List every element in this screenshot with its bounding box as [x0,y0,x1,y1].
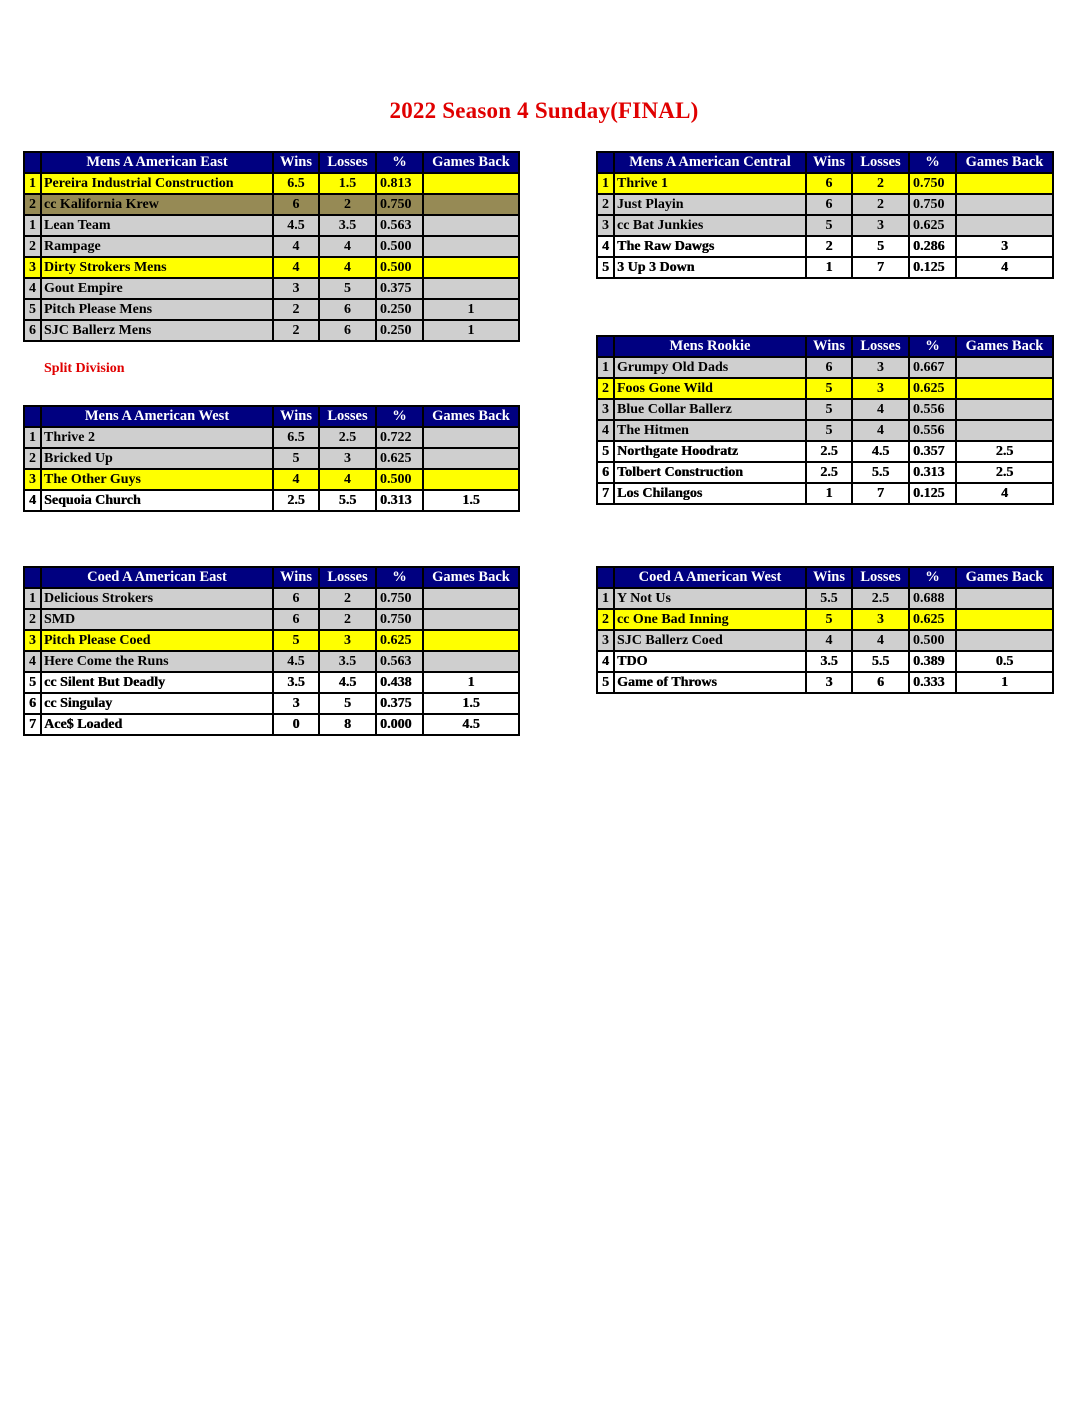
table-row [24,714,519,735]
losses-cell: 2 [319,194,376,215]
pct-cell: 0.556 [909,399,956,420]
losses-header: Losses [319,152,376,173]
table-row [24,609,519,630]
games-back-cell: 4 [956,483,1053,504]
pct-cell: 0.750 [376,588,423,609]
pct-cell: 0.313 [909,462,956,483]
team-name-cell: Just Playin [614,194,806,215]
wins-cell: 4 [806,630,852,651]
table-header-row [597,336,1053,357]
losses-cell: 5.5 [319,490,376,511]
games-back-cell [423,173,519,194]
games-back-cell [423,427,519,448]
pct-cell: 0.563 [376,215,423,236]
table-row [597,672,1053,693]
division-name: Mens A American Central [614,152,806,173]
wins-cell: 2 [806,236,852,257]
team-name-cell: Blue Collar Ballerz [614,399,806,420]
table-row [24,299,519,320]
pct-header: % [909,336,956,357]
games-back-cell [423,236,519,257]
wins-header: Wins [273,406,319,427]
wins-cell: 2.5 [273,490,319,511]
wins-cell: 4 [273,257,319,278]
wins-cell: 3 [273,693,319,714]
games-back-header: Games Back [423,406,519,427]
rank-cell: 3 [24,630,41,651]
table-header-row [24,406,519,427]
rank-cell: 7 [24,714,41,735]
rank-cell: 5 [24,672,41,693]
games-back-cell: 1.5 [423,693,519,714]
table-row [597,173,1053,194]
table-row [24,469,519,490]
team-name-cell: Lean Team [41,215,273,236]
losses-cell: 2 [319,588,376,609]
table-row [597,588,1053,609]
pct-header: % [909,152,956,173]
games-back-header: Games Back [956,567,1053,588]
games-back-cell [423,469,519,490]
team-name-cell: Rampage [41,236,273,257]
pct-cell: 0.667 [909,357,956,378]
games-back-cell: 1 [423,320,519,341]
table-row [24,448,519,469]
standings-table-mens-a-central [596,151,1054,279]
pct-header: % [909,567,956,588]
rank-cell: 2 [597,378,614,399]
table-row [24,278,519,299]
losses-cell: 4 [852,399,909,420]
rank-cell: 4 [597,651,614,672]
losses-cell: 3 [852,357,909,378]
losses-cell: 5.5 [852,462,909,483]
games-back-cell [423,588,519,609]
wins-cell: 5 [806,399,852,420]
team-name-cell: Bricked Up [41,448,273,469]
games-back-cell: 1 [423,672,519,693]
rank-cell: 1 [597,588,614,609]
losses-cell: 4 [852,630,909,651]
table-row [24,630,519,651]
losses-cell: 7 [852,483,909,504]
losses-cell: 4.5 [319,672,376,693]
team-name-cell: SJC Ballerz Mens [41,320,273,341]
games-back-cell [956,378,1053,399]
wins-cell: 6 [273,588,319,609]
table-row [597,399,1053,420]
games-back-cell [956,173,1053,194]
wins-cell: 6 [273,194,319,215]
rank-cell: 5 [597,257,614,278]
pct-cell: 0.722 [376,427,423,448]
team-name-cell: cc One Bad Inning [614,609,806,630]
losses-cell: 1.5 [319,173,376,194]
losses-cell: 3 [319,448,376,469]
losses-cell: 3 [852,215,909,236]
rank-cell: 5 [597,441,614,462]
games-back-cell [956,357,1053,378]
pct-cell: 0.375 [376,693,423,714]
wins-cell: 5.5 [806,588,852,609]
rank-cell: 3 [24,257,41,278]
rank-cell: 3 [597,215,614,236]
rank-cell: 1 [24,427,41,448]
team-name-cell: Y Not Us [614,588,806,609]
rank-cell: 6 [597,462,614,483]
games-back-cell: 2.5 [956,441,1053,462]
pct-cell: 0.625 [376,630,423,651]
games-back-cell [423,257,519,278]
team-name-cell: 3 Up 3 Down [614,257,806,278]
table-row [24,672,519,693]
standings-table-mens-a-west [23,405,520,512]
table-row [24,194,519,215]
games-back-cell [423,278,519,299]
wins-cell: 5 [273,630,319,651]
pct-cell: 0.563 [376,651,423,672]
division-name: Mens Rookie [614,336,806,357]
standings-table-coed-a-west [596,566,1054,694]
losses-header: Losses [319,567,376,588]
team-name-cell: Grumpy Old Dads [614,357,806,378]
rank-cell: 3 [597,630,614,651]
wins-cell: 3.5 [273,672,319,693]
rank-cell: 6 [24,320,41,341]
losses-cell: 3.5 [319,215,376,236]
games-back-header: Games Back [956,336,1053,357]
losses-cell: 3.5 [319,651,376,672]
games-back-cell: 1.5 [423,490,519,511]
rank-cell: 3 [24,469,41,490]
rank-cell: 5 [24,299,41,320]
standings-table-mens-rookie [596,335,1054,505]
table-row [24,588,519,609]
losses-cell: 4 [852,420,909,441]
table-row [597,441,1053,462]
rank-cell: 5 [597,672,614,693]
team-name-cell: TDO [614,651,806,672]
games-back-cell: 0.5 [956,651,1053,672]
rank-cell: 2 [24,236,41,257]
wins-cell: 4.5 [273,651,319,672]
pct-cell: 0.500 [376,236,423,257]
wins-cell: 0 [273,714,319,735]
losses-header: Losses [319,406,376,427]
team-name-cell: Dirty Strokers Mens [41,257,273,278]
team-name-cell: SMD [41,609,273,630]
games-back-cell [423,194,519,215]
pct-cell: 0.625 [909,378,956,399]
team-name-cell: cc Silent But Deadly [41,672,273,693]
losses-cell: 3 [852,378,909,399]
rank-cell: 4 [24,490,41,511]
games-back-cell: 4.5 [423,714,519,735]
wins-cell: 5 [806,378,852,399]
pct-cell: 0.250 [376,320,423,341]
wins-cell: 3 [806,672,852,693]
wins-header: Wins [806,152,852,173]
division-name: Coed A American East [41,567,273,588]
losses-cell: 2.5 [852,588,909,609]
pct-header: % [376,152,423,173]
team-name-cell: Ace$ Loaded [41,714,273,735]
games-back-cell [423,448,519,469]
table-row [597,215,1053,236]
table-header-row [597,152,1053,173]
losses-cell: 7 [852,257,909,278]
rank-cell: 1 [597,173,614,194]
pct-cell: 0.250 [376,299,423,320]
wins-header: Wins [273,152,319,173]
pct-cell: 0.625 [909,215,956,236]
table-row [24,427,519,448]
losses-cell: 6 [319,299,376,320]
wins-cell: 5 [273,448,319,469]
pct-cell: 0.357 [909,441,956,462]
games-back-cell [423,651,519,672]
wins-cell: 6.5 [273,427,319,448]
rank-cell: 2 [24,448,41,469]
pct-cell: 0.750 [909,173,956,194]
pct-cell: 0.688 [909,588,956,609]
rank-cell: 4 [24,651,41,672]
games-back-cell: 4 [956,257,1053,278]
rank-cell: 1 [24,588,41,609]
table-header-row [597,567,1053,588]
team-name-cell: Los Chilangos [614,483,806,504]
wins-header: Wins [806,336,852,357]
losses-cell: 4.5 [852,441,909,462]
standings-table-coed-a-east [23,566,520,736]
pct-header: % [376,567,423,588]
losses-cell: 8 [319,714,376,735]
losses-cell: 6 [852,672,909,693]
rank-cell: 1 [24,215,41,236]
team-name-cell: Thrive 1 [614,173,806,194]
wins-cell: 5 [806,609,852,630]
page-title: 2022 Season 4 Sunday(FINAL) [389,98,699,123]
games-back-header: Games Back [423,567,519,588]
table-row [24,236,519,257]
losses-cell: 4 [319,257,376,278]
table-row [597,651,1053,672]
losses-cell: 5.5 [852,651,909,672]
table-row [597,609,1053,630]
pct-cell: 0.625 [376,448,423,469]
team-name-cell: Pitch Please Coed [41,630,273,651]
losses-cell: 5 [319,278,376,299]
pct-cell: 0.125 [909,483,956,504]
team-name-cell: Thrive 2 [41,427,273,448]
losses-cell: 3 [852,609,909,630]
rank-cell: 4 [597,420,614,441]
rank-cell: 1 [597,357,614,378]
games-back-cell [956,399,1053,420]
standings-table-mens-a-east [23,151,520,342]
losses-cell: 2 [319,609,376,630]
table-row [24,215,519,236]
pct-cell: 0.750 [909,194,956,215]
losses-header: Losses [852,567,909,588]
pct-cell: 0.125 [909,257,956,278]
wins-header: Wins [273,567,319,588]
games-back-cell [956,194,1053,215]
losses-cell: 4 [319,469,376,490]
team-name-cell: cc Singulay [41,693,273,714]
wins-cell: 4 [273,469,319,490]
wins-cell: 5 [806,215,852,236]
team-name-cell: The Hitmen [614,420,806,441]
games-back-cell [956,215,1053,236]
pct-cell: 0.389 [909,651,956,672]
wins-cell: 5 [806,420,852,441]
losses-cell: 2 [852,194,909,215]
games-back-cell: 2.5 [956,462,1053,483]
pct-cell: 0.625 [909,609,956,630]
games-back-cell [956,588,1053,609]
team-name-cell: Gout Empire [41,278,273,299]
table-row [597,194,1053,215]
games-back-cell: 3 [956,236,1053,257]
table-row [24,320,519,341]
pct-cell: 0.813 [376,173,423,194]
table-row [24,693,519,714]
wins-cell: 6 [806,194,852,215]
team-name-cell: Tolbert Construction [614,462,806,483]
games-back-cell: 1 [423,299,519,320]
pct-cell: 0.556 [909,420,956,441]
rank-cell: 6 [24,693,41,714]
wins-cell: 2 [273,299,319,320]
losses-cell: 2.5 [319,427,376,448]
wins-cell: 6 [806,173,852,194]
rank-cell: 2 [24,609,41,630]
rank-cell: 2 [24,194,41,215]
pct-cell: 0.333 [909,672,956,693]
table-row [24,490,519,511]
pct-cell: 0.375 [376,278,423,299]
wins-header: Wins [806,567,852,588]
games-back-cell [423,630,519,651]
table-header-row [24,152,519,173]
rank-cell: 1 [24,173,41,194]
table-row [597,462,1053,483]
pct-header: % [376,406,423,427]
team-name-cell: Game of Throws [614,672,806,693]
table-row [24,651,519,672]
pct-cell: 0.750 [376,194,423,215]
wins-cell: 6 [273,609,319,630]
wins-cell: 2.5 [806,441,852,462]
wins-cell: 4.5 [273,215,319,236]
losses-header: Losses [852,152,909,173]
games-back-cell [956,630,1053,651]
pct-cell: 0.750 [376,609,423,630]
wins-cell: 1 [806,257,852,278]
wins-cell: 2.5 [806,462,852,483]
team-name-cell: The Raw Dawgs [614,236,806,257]
losses-cell: 5 [319,693,376,714]
wins-cell: 6.5 [273,173,319,194]
losses-cell: 5 [852,236,909,257]
losses-header: Losses [852,336,909,357]
losses-cell: 6 [319,320,376,341]
losses-cell: 4 [319,236,376,257]
division-name: Mens A American East [41,152,273,173]
games-back-cell [956,609,1053,630]
pct-cell: 0.500 [909,630,956,651]
wins-cell: 4 [273,236,319,257]
team-name-cell: SJC Ballerz Coed [614,630,806,651]
rank-cell: 7 [597,483,614,504]
rank-cell: 2 [597,609,614,630]
games-back-cell: 1 [956,672,1053,693]
games-back-header: Games Back [423,152,519,173]
team-name-cell: Pitch Please Mens [41,299,273,320]
team-name-cell: Sequoia Church [41,490,273,511]
wins-cell: 3 [273,278,319,299]
team-name-cell: cc Kalifornia Krew [41,194,273,215]
rank-cell: 4 [24,278,41,299]
table-row [597,420,1053,441]
losses-cell: 2 [852,173,909,194]
split-division-note: Split Division [44,361,125,376]
table-row [597,257,1053,278]
table-row [597,483,1053,504]
games-back-cell [423,609,519,630]
team-name-cell: Pereira Industrial Construction [41,173,273,194]
rank-cell: 2 [597,194,614,215]
rank-cell: 3 [597,399,614,420]
games-back-cell [956,420,1053,441]
pct-cell: 0.000 [376,714,423,735]
team-name-cell: The Other Guys [41,469,273,490]
division-name: Coed A American West [614,567,806,588]
games-back-header: Games Back [956,152,1053,173]
table-row [597,630,1053,651]
wins-cell: 3.5 [806,651,852,672]
losses-cell: 3 [319,630,376,651]
pct-cell: 0.438 [376,672,423,693]
pct-cell: 0.313 [376,490,423,511]
team-name-cell: Foos Gone Wild [614,378,806,399]
team-name-cell: cc Bat Junkies [614,215,806,236]
team-name-cell: Northgate Hoodratz [614,441,806,462]
division-name: Mens A American West [41,406,273,427]
table-row [597,236,1053,257]
table-row [597,378,1053,399]
team-name-cell: Here Come the Runs [41,651,273,672]
wins-cell: 2 [273,320,319,341]
table-row [24,257,519,278]
table-header-row [24,567,519,588]
pct-cell: 0.500 [376,469,423,490]
games-back-cell [423,215,519,236]
rank-cell: 4 [597,236,614,257]
pct-cell: 0.500 [376,257,423,278]
team-name-cell: Delicious Strokers [41,588,273,609]
wins-cell: 6 [806,357,852,378]
pct-cell: 0.286 [909,236,956,257]
table-row [24,173,519,194]
wins-cell: 1 [806,483,852,504]
table-row [597,357,1053,378]
